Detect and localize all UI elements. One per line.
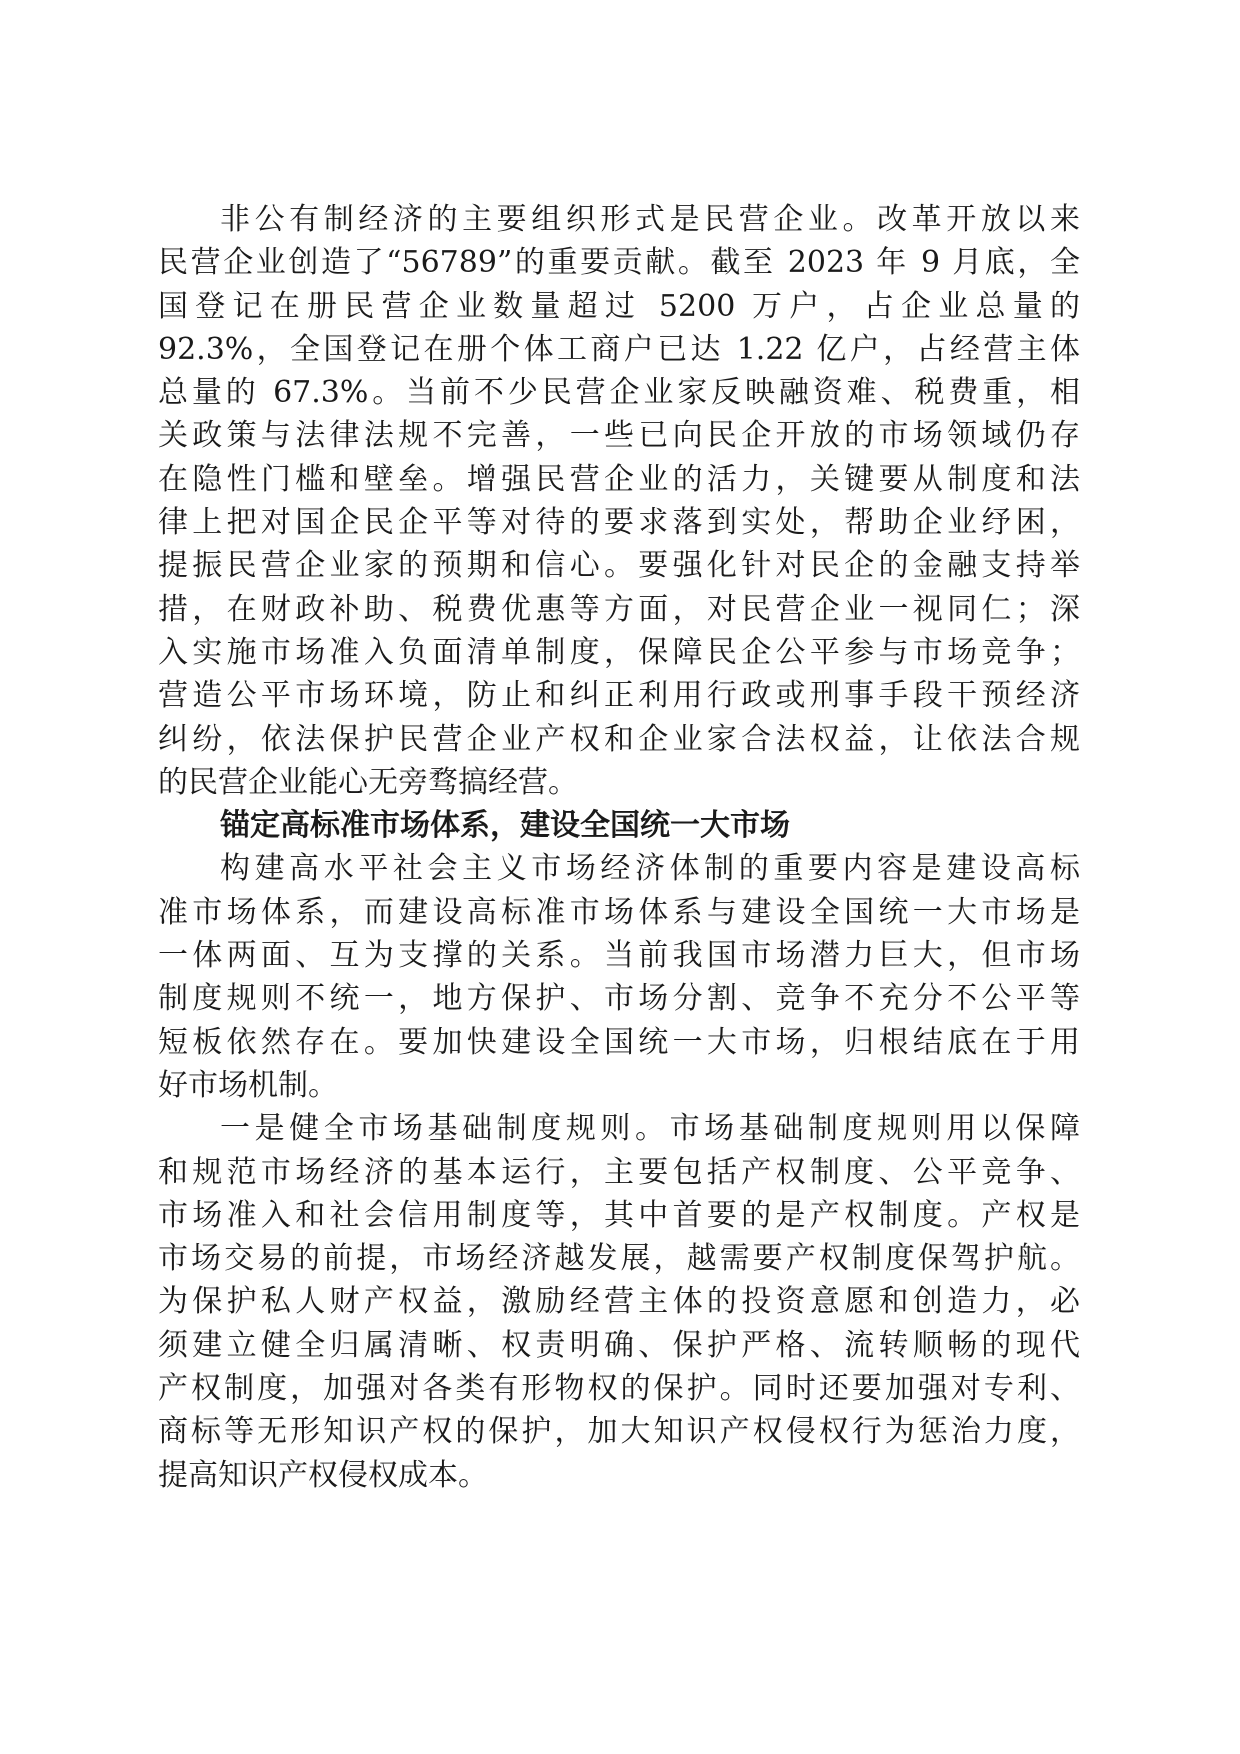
paragraph-line: 一体两面、互为支撑的关系。当前我国市场潜力巨大，但市场 <box>158 938 1080 974</box>
paragraph-line: 国登记在册民营企业数量超过 5200 万户，占企业总量的 <box>158 288 1080 324</box>
paragraph-line: 市场交易的前提，市场经济越发展，越需要产权制度保驾护航。 <box>158 1241 1080 1277</box>
paragraph-line: 92.3%，全国登记在册个体工商户已达 1.22 亿户，占经营主体 <box>158 331 1080 367</box>
paragraph-line: 营造公平市场环境，防止和纠正利用行政或刑事手段干预经济 <box>158 678 1080 714</box>
paragraph-line: 构建高水平社会主义市场经济体制的重要内容是建设高标 <box>220 851 1080 887</box>
paragraph-line: 关政策与法律法规不完善，一些已向民企开放的市场领域仍存 <box>158 418 1080 454</box>
document-page <box>158 198 1080 1497</box>
paragraph-line: 非公有制经济的主要组织形式是民营企业。改革开放以来 <box>220 202 1080 237</box>
paragraph-line: 好市场机制。 <box>158 1067 338 1103</box>
paragraph-line: 市场准入和社会信用制度等，其中首要的是产权制度。产权是 <box>158 1197 1080 1233</box>
paragraph-line: 总量的 67.3%。当前不少民营企业家反映融资难、税费重，相 <box>158 375 1080 411</box>
paragraph-line: 提高知识产权侵权成本。 <box>158 1457 488 1493</box>
paragraph-line: 产权制度，加强对各类有形物权的保护。同时还要加强对专利、 <box>158 1371 1080 1407</box>
paragraph-line: 须建立健全归属清晰、权责明确、保护严格、流转顺畅的现代 <box>158 1327 1080 1363</box>
section-heading: 锚定高标准市场体系，建设全国统一大市场 <box>220 808 790 844</box>
paragraph-line: 律上把对国企民企平等对待的要求落到实处，帮助企业纾困， <box>158 505 1080 541</box>
paragraph-line: 准市场体系，而建设高标准市场体系与建设全国统一大市场是 <box>158 894 1080 930</box>
paragraph-line: 商标等无形知识产权的保护，加大知识产权侵权行为惩治力度， <box>158 1414 1080 1450</box>
paragraph-line: 提振民营企业家的预期和信心。要强化针对民企的金融支持举 <box>158 548 1080 584</box>
paragraph-line: 制度规则不统一，地方保护、市场分割、竞争不充分不公平等 <box>158 981 1080 1017</box>
paragraph-line: 在隐性门槛和壁垒。增强民营企业的活力，关键要从制度和法 <box>158 461 1080 497</box>
paragraph-private-enterprises <box>158 198 1080 804</box>
paragraph-line: 措，在财政补助、税费优惠等方面，对民营企业一视同仁；深 <box>158 591 1080 627</box>
paragraph-line: 纠纷，依法保护民营企业产权和企业家合法权益，让依法合规 <box>158 721 1080 757</box>
paragraph-line: 为保护私人财产权益，激励经营主体的投资意愿和创造力，必 <box>158 1284 1080 1320</box>
paragraph-line: 一是健全市场基础制度规则。市场基础制度规则用以保障 <box>220 1111 1080 1147</box>
paragraph-line: 和规范市场经济的基本运行，主要包括产权制度、公平竞争、 <box>158 1154 1080 1190</box>
paragraph-market-rules <box>158 1107 1080 1497</box>
paragraph-line: 入实施市场准入负面清单制度，保障民企公平参与市场竞争； <box>158 634 1080 670</box>
paragraph-unified-market <box>158 847 1080 1107</box>
paragraph-line: 民营企业创造了“56789”的重要贡献。截至 2023 年 9 月底，全 <box>158 245 1080 281</box>
paragraph-line: 短板依然存在。要加快建设全国统一大市场，归根结底在于用 <box>158 1024 1080 1060</box>
paragraph-line: 的民营企业能心无旁骛搞经营。 <box>158 764 578 800</box>
